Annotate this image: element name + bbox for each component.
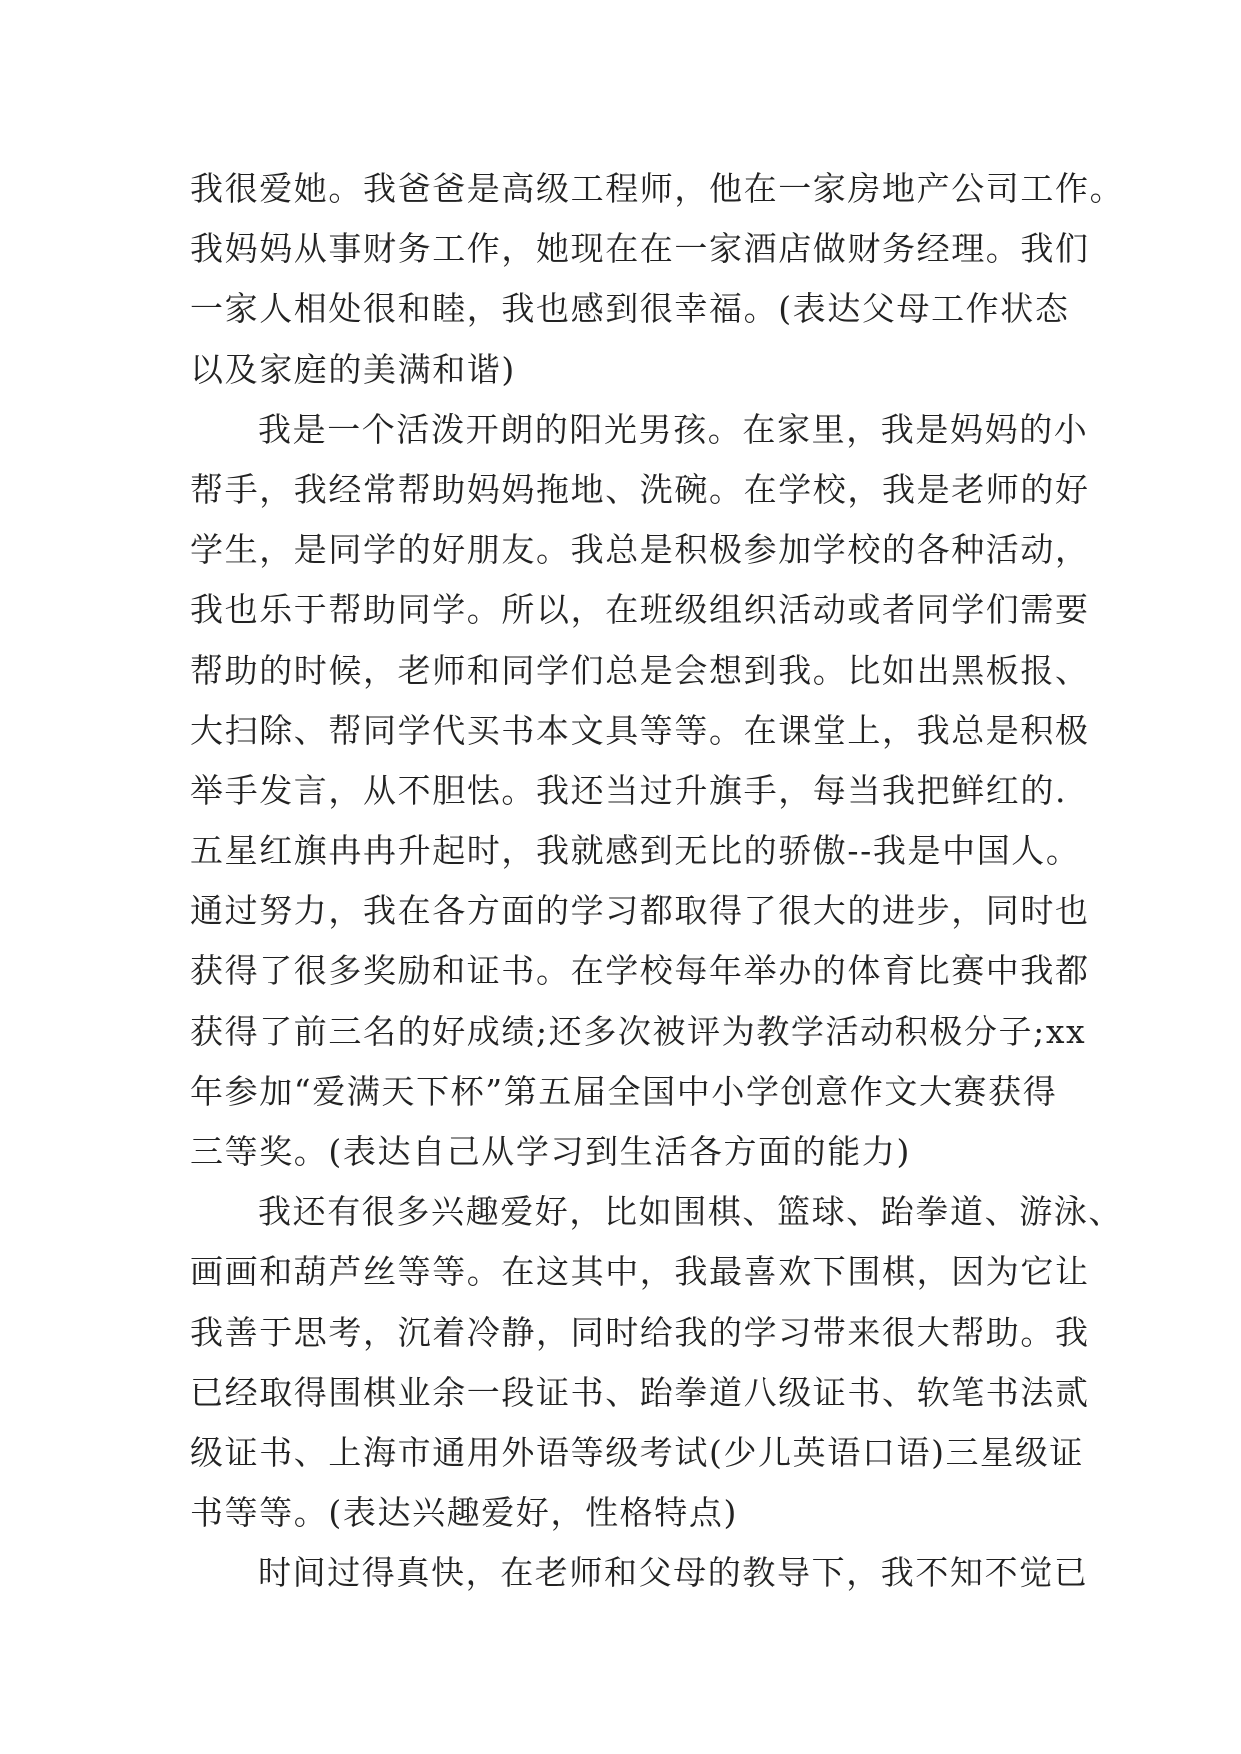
text-line: 书等等。(表达兴趣爱好，性格特点) <box>190 1493 738 1533</box>
text-line: 我也乐于帮助同学。所以，在班级组织活动或者同学们需要 <box>190 590 1090 630</box>
paragraph-start-line: 时间过得真快，在老师和父母的教导下，我不知不觉已 <box>258 1553 1089 1593</box>
text-line: 帮助的时候，老师和同学们总是会想到我。比如出黑板报、 <box>190 650 1090 690</box>
text-line: 以及家庭的美满和谐) <box>190 349 516 389</box>
text-line: 大扫除、帮同学代买书本文具等等。在课堂上，我总是积极 <box>190 710 1090 750</box>
text-line: 五星红旗冉冉升起时，我就感到无比的骄傲--我是中国人。 <box>190 831 1081 871</box>
text-line: 获得了很多奖励和证书。在学校每年举办的体育比赛中我都 <box>190 951 1090 991</box>
text-line: 学生，是同学的好朋友。我总是积极参加学校的各种活动， <box>190 530 1090 570</box>
body-text <box>190 159 1125 1604</box>
text-line: 举手发言，从不胆怯。我还当过升旗手，每当我把鲜红的. <box>190 770 1068 810</box>
text-line: 年参加“爱满天下杯”第五届全国中小学创意作文大赛获得 <box>190 1071 1058 1111</box>
text-line: 三等奖。(表达自己从学习到生活各方面的能力) <box>190 1132 911 1171</box>
text-line: 我妈妈从事财务工作，她现在在一家酒店做财务经理。我们 <box>190 229 1090 269</box>
paragraph-start-line: 我还有很多兴趣爱好，比如围棋、篮球、跆拳道、游泳、 <box>258 1192 1123 1232</box>
paragraph-start-line: 我是一个活泼开朗的阳光男孩。在家里，我是妈妈的小 <box>258 409 1089 449</box>
text-line: 帮手，我经常帮助妈妈拖地、洗碗。在学校，我是老师的好 <box>190 469 1090 509</box>
text-line: 我很爱她。我爸爸是高级工程师，他在一家房地产公司工作。 <box>190 169 1125 208</box>
text-line: 我善于思考，沉着冷静，同时给我的学习带来很大帮助。我 <box>190 1312 1090 1352</box>
text-line: 一家人相处很和睦，我也感到很幸福。(表达父母工作状态 <box>190 289 1070 329</box>
text-line: 已经取得围棋业余一段证书、跆拳道八级证书、软笔书法贰 <box>190 1372 1090 1412</box>
text-line: 画画和葫芦丝等等。在这其中，我最喜欢下围棋，因为它让 <box>190 1252 1090 1292</box>
text-line: 级证书、上海市通用外语等级考试(少儿英语口语)三星级证 <box>190 1432 1084 1472</box>
text-line: 通过努力，我在各方面的学习都取得了很大的进步，同时也 <box>190 891 1090 931</box>
text-line: 获得了前三名的好成绩;还多次被评为教学活动积极分子;xx <box>190 1011 1087 1051</box>
